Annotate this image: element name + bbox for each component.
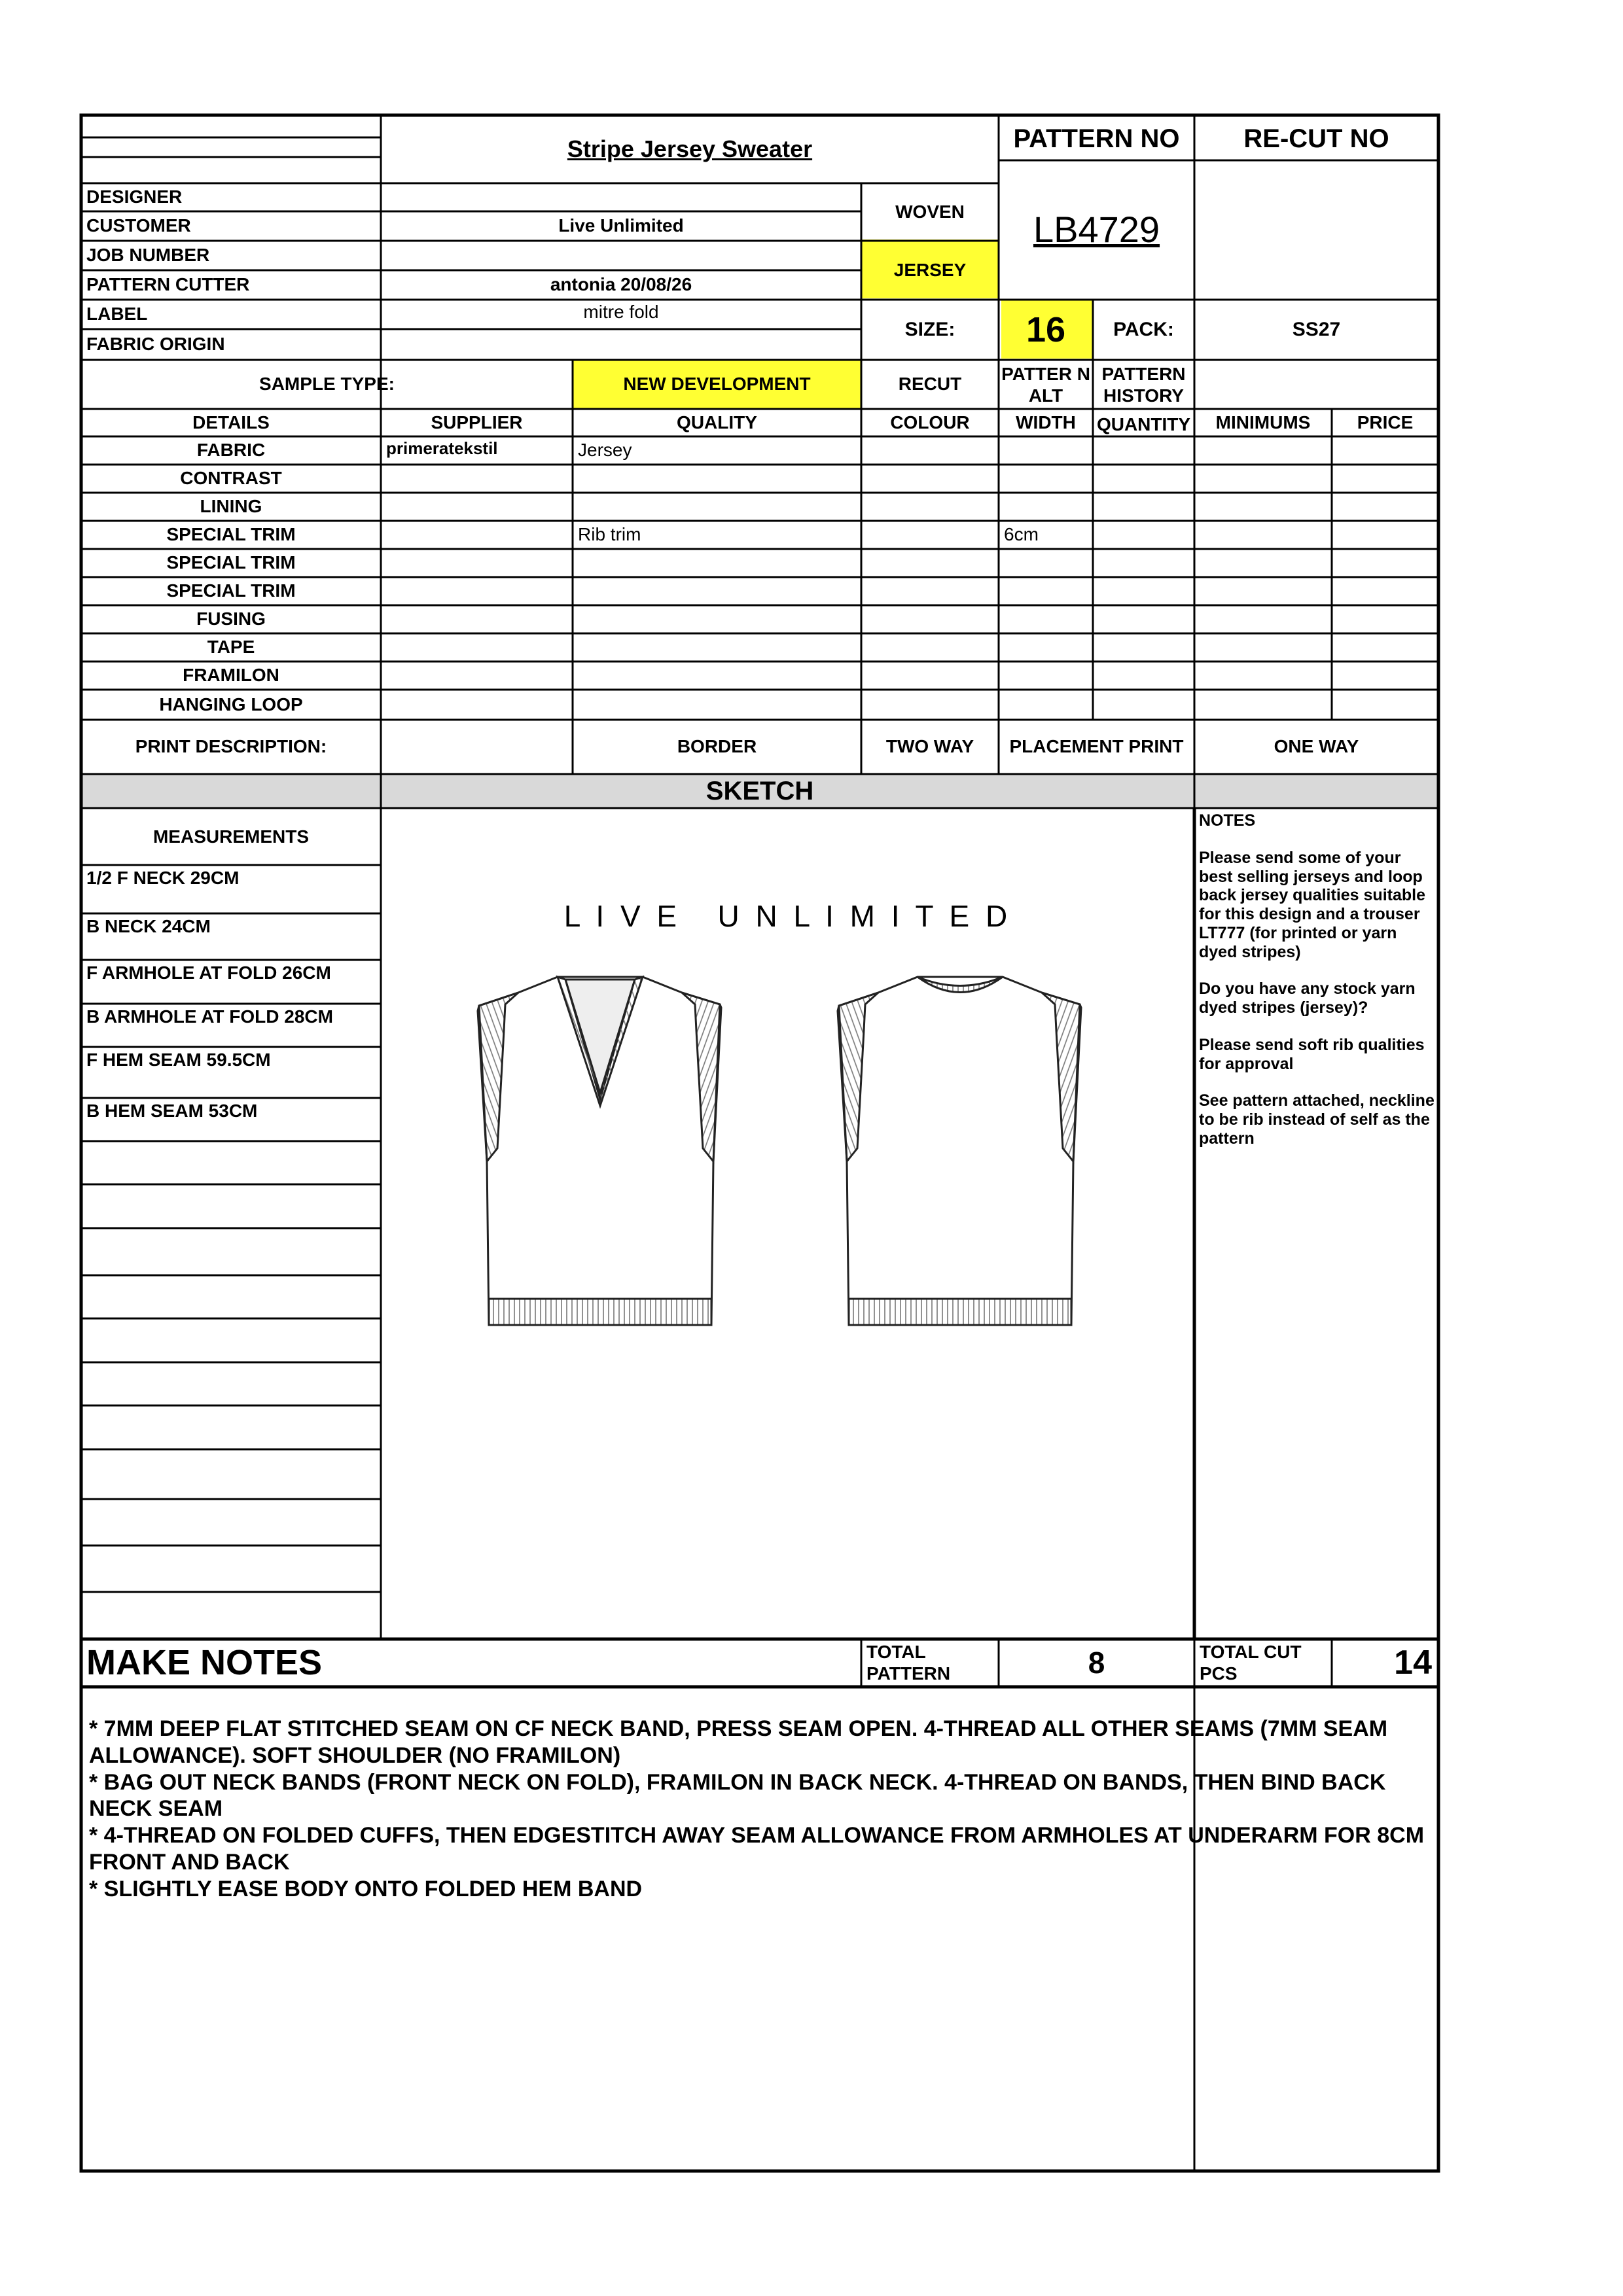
details-row-name: SPECIAL TRIM (166, 580, 296, 601)
garment-title: Stripe Jersey Sweater (567, 135, 813, 163)
col-quality: QUALITY (677, 412, 757, 433)
sketch-heading: SKETCH (705, 777, 814, 805)
woven-option[interactable]: WOVEN (895, 201, 965, 222)
details-row-name: FRAMILON (183, 665, 279, 686)
pattern-alt-label: PATTER N ALT (1001, 364, 1090, 406)
total-cut-label: TOTAL CUT PCS (1200, 1642, 1302, 1684)
measurement-item: B NECK 24CM (86, 915, 211, 936)
details-row-name: LINING (200, 496, 262, 517)
measurement-item: B HEM SEAM 53CM (86, 1100, 258, 1121)
measurement-item: 1/2 F NECK 29CM (86, 867, 240, 888)
details-row-name: FUSING (196, 609, 266, 629)
designer-value[interactable] (381, 183, 861, 211)
make-note-line: * SLIGHTLY EASE BODY ONTO FOLDED HEM BAND (89, 1876, 643, 1901)
col-price: PRICE (1357, 412, 1414, 433)
print-one-way[interactable]: ONE WAY (1274, 736, 1359, 757)
measurements-heading: MEASUREMENTS (152, 826, 309, 847)
pattern-cutter-label: PATTERN CUTTER (86, 274, 250, 295)
details-row-name: FABRIC (196, 440, 266, 461)
col-details: DETAILS (192, 412, 270, 433)
pattern-history-label: PATTERN HISTORY (1101, 364, 1186, 406)
details-row-name: SPECIAL TRIM (166, 524, 296, 545)
pack-value: SS27 (1292, 318, 1341, 340)
fabric-origin-label: FABRIC ORIGIN (86, 334, 225, 355)
fabric-origin-value[interactable] (381, 329, 861, 360)
recut-no-label: RE-CUT NO (1243, 124, 1389, 153)
pattern-no-value: LB4729 (1033, 209, 1160, 251)
print-border[interactable]: BORDER (677, 736, 757, 757)
total-cut-value: 14 (1394, 1643, 1432, 1682)
front-view (425, 977, 721, 1325)
col-width: WIDTH (1016, 412, 1076, 433)
jersey-option[interactable]: JERSEY (893, 259, 967, 280)
size-label: SIZE: (904, 318, 955, 340)
job-number-label: JOB NUMBER (86, 245, 210, 266)
make-notes-body (89, 1716, 1431, 1903)
measurement-item: F HEM SEAM 59.5CM (86, 1049, 271, 1070)
note-paragraph: Please send some of your best selling jerseys and loop back jersey qualities suitable for this design and a trouser LT777 (for printed or yarn dyed stripes) (1199, 848, 1425, 961)
make-note-line: * 7MM DEEP FLAT STITCHED SEAM ON CF NECK BAND, PRESS SEAM OPEN. 4-THREAD ALL OTHER SEAMS (7MM SEAM ALLOWANCE). SOFT SHOULDER (NO FRAMILON) (89, 1716, 1388, 1768)
make-note-line: * BAG OUT NECK BANDS (FRONT NECK ON FOLD), FRAMILON IN BACK NECK. 4-THREAD ON BANDS, THEN BIND BACK NECK SEAM (89, 1769, 1386, 1822)
measurement-item: F ARMHOLE AT FOLD 26CM (86, 962, 331, 983)
print-description-label: PRINT DESCRIPTION: (135, 736, 327, 757)
trim-quality[interactable]: Rib trim (578, 524, 641, 545)
garment-sketch (381, 808, 1194, 1639)
sample-type-value[interactable]: NEW DEVELOPMENT (623, 374, 811, 395)
size-value: 16 (1026, 309, 1066, 349)
sample-type-label: SAMPLE TYPE: (259, 374, 395, 395)
customer-value[interactable]: Live Unlimited (558, 215, 684, 236)
notes-panel (1199, 811, 1435, 1148)
trim-width[interactable]: 6cm (1004, 524, 1039, 545)
details-row-name: HANGING LOOP (159, 694, 303, 715)
note-paragraph: Please send soft rib qualities for approval (1199, 1035, 1425, 1073)
back-view (838, 977, 1081, 1325)
brand-logo-text: L I V E U N L I M I T E D (563, 898, 1012, 933)
recut-label: RECUT (898, 374, 962, 395)
note-paragraph: See pattern attached, neckline to be rib instead of self as the pattern (1199, 1091, 1435, 1148)
pattern-cutter-value[interactable]: antonia 20/08/26 (550, 274, 692, 295)
col-colour: COLOUR (890, 412, 970, 433)
designer-label: DESIGNER (86, 186, 183, 207)
note-paragraph: Do you have any stock yarn dyed stripes (jersey)? (1199, 980, 1416, 1017)
pack-label: PACK: (1113, 318, 1174, 340)
col-minimums: MINIMUMS (1215, 412, 1311, 433)
label-label: LABEL (86, 304, 148, 325)
label-value[interactable]: mitre fold (583, 302, 659, 323)
fabric-supplier[interactable]: primeratekstil (386, 438, 498, 458)
col-quantity: QUANTITY (1096, 414, 1191, 434)
job-number-value[interactable] (381, 241, 861, 270)
print-two-way[interactable]: TWO WAY (885, 736, 974, 757)
details-row-name: TAPE (207, 637, 255, 658)
make-note-line: * 4-THREAD ON FOLDED CUFFS, THEN EDGESTITCH AWAY SEAM ALLOWANCE FROM ARMHOLES AT UNDERARM FOR 8CM FRONT AND BACK (89, 1823, 1425, 1875)
pattern-no-label: PATTERN NO (1013, 124, 1180, 153)
print-placement[interactable]: PLACEMENT PRINT (1009, 736, 1184, 757)
fabric-quality[interactable]: Jersey (578, 440, 632, 461)
details-row-name: CONTRAST (180, 468, 282, 489)
make-notes-heading: MAKE NOTES (86, 1643, 323, 1683)
notes-heading: NOTES (1199, 811, 1256, 830)
total-pattern-value: 8 (1088, 1646, 1105, 1680)
col-supplier: SUPPLIER (431, 412, 523, 433)
details-row-name: SPECIAL TRIM (166, 552, 296, 573)
customer-label: CUSTOMER (86, 215, 191, 236)
total-pattern-label: TOTAL PATTERN (866, 1642, 951, 1684)
measurement-item: B ARMHOLE AT FOLD 28CM (86, 1006, 333, 1027)
